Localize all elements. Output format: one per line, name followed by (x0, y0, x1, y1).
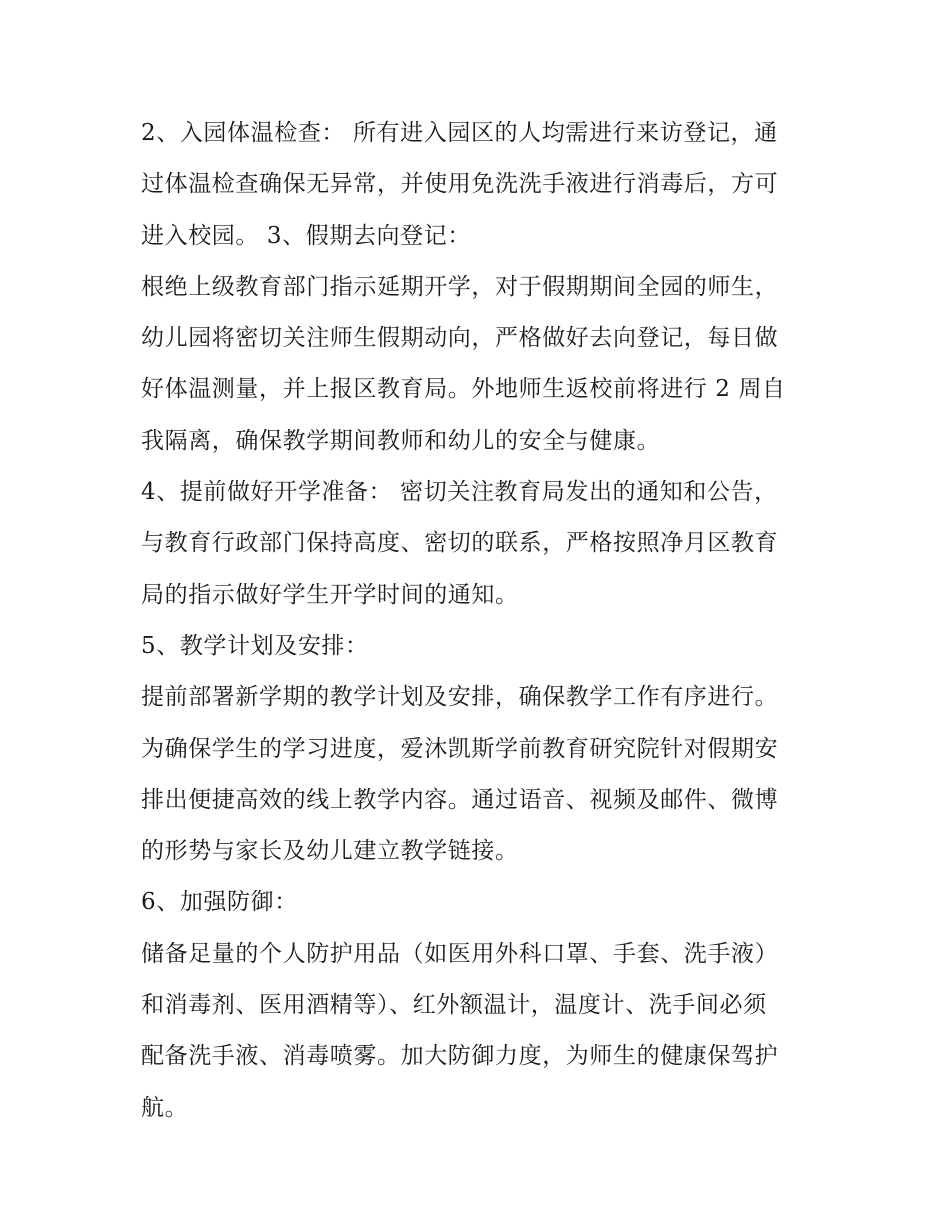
text-line-17: 储备足量的个人防护用品（如医用外科口罩、手套、洗手液） (141, 940, 779, 967)
document-body (141, 108, 821, 1134)
text-line-6: 好体温测量，并上报区教育局。外地师生返校前将进行 2 周自 (141, 376, 786, 403)
text-line-15: 的形势与家长及幼儿建立教学链接。 (141, 838, 519, 865)
text-line-12: 提前部署新学期的教学计划及安排，确保教学工作有序进行。 (141, 684, 779, 711)
text-line-9: 与教育行政部门保持高度、密切的联系，严格按照净月区教育 (141, 530, 779, 557)
text-line-7: 我隔离，确保教学期间教师和幼儿的安全与健康。 (141, 427, 661, 454)
text-line-8: 4、提前做好开学准备： 密切关注教育局发出的通知和公告， (141, 479, 778, 506)
text-line-2: 过体温检查确保无异常，并使用免洗洗手液进行消毒后，方可 (141, 171, 779, 198)
text-line-16: 6、加强防御： (141, 889, 298, 916)
text-line-1: 2、入园体温检查： 所有进入园区的人均需进行来访登记，通 (141, 120, 778, 146)
text-line-5: 幼儿园将密切关注师生假期动向，严格做好去向登记，每日做 (141, 325, 779, 352)
text-line-4: 根绝上级教育部门指示延期开学，对于假期期间全园的师生， (141, 273, 779, 300)
text-line-3: 进入校园。 3、假期去向登记： (141, 222, 471, 249)
text-line-14: 排出便捷高效的线上教学内容。通过语音、视频及邮件、微博 (141, 786, 779, 813)
text-line-10: 局的指示做好学生开学时间的通知。 (141, 581, 519, 608)
text-line-11: 5、教学计划及安排： (141, 632, 369, 659)
text-line-19: 配备洗手液、消毒喷雾。加大防御力度，为师生的健康保驾护 (141, 1043, 779, 1070)
text-line-18: 和消毒剂、医用酒精等）、红外额温计，温度计、洗手间必须 (141, 992, 767, 1019)
text-line-13: 为确保学生的学习进度，爱沐凯斯学前教育研究院针对假期安 (141, 735, 779, 762)
text-line-20: 航。 (141, 1094, 189, 1121)
